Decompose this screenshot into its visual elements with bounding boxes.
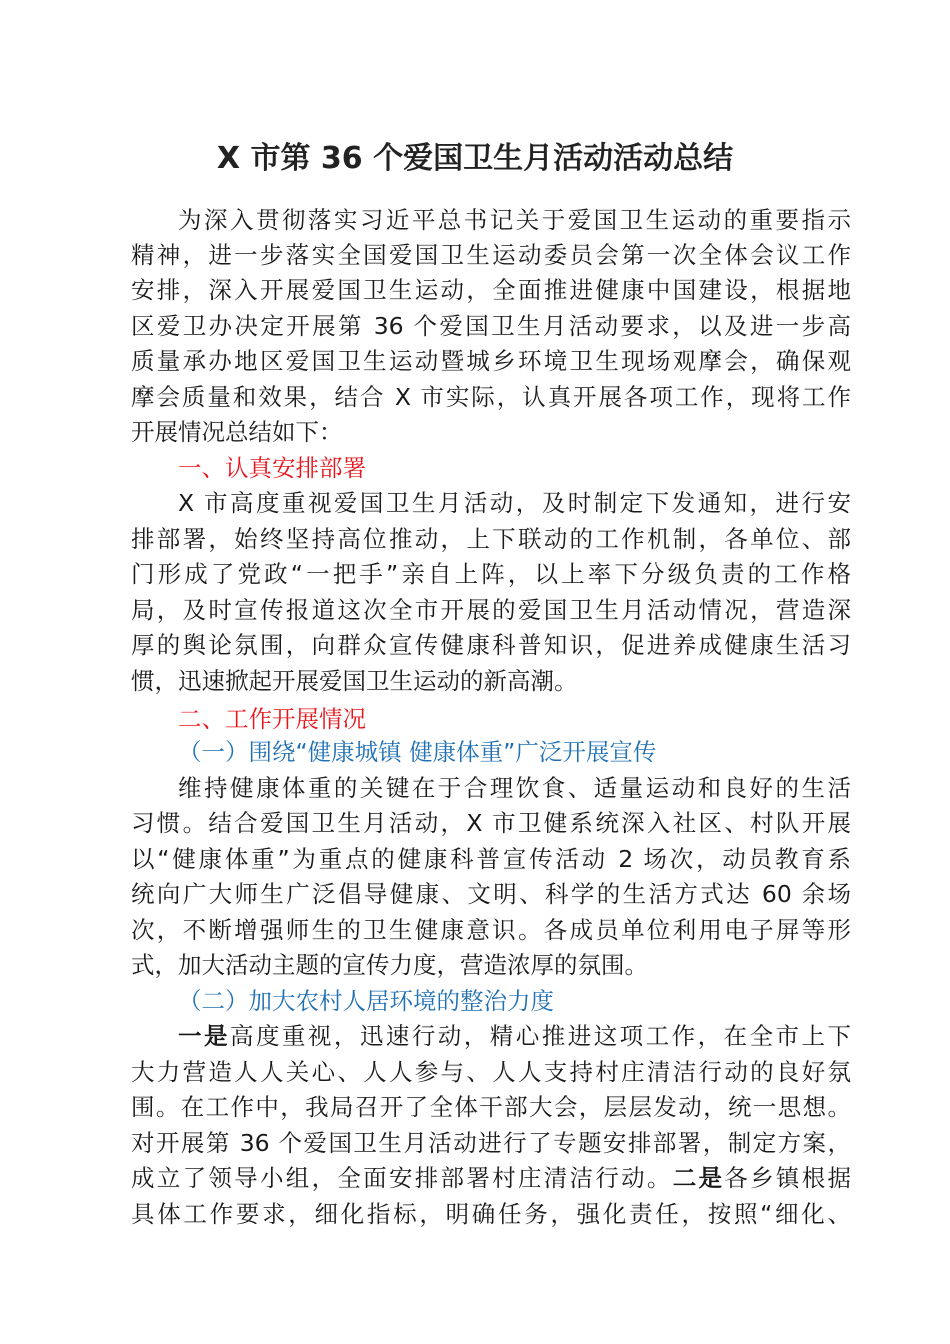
paragraph-line: 厚的舆论氛围，向群众宣传健康科普知识，促进养成健康生活习 (131, 631, 851, 659)
paragraph-line: 习惯。结合爱国卫生月活动，X 市卫健系统深入社区、村队开展 (131, 809, 851, 837)
paragraph-line: 排部署，始终坚持高位推动，上下联动的工作机制，各单位、部 (131, 525, 851, 553)
intro-line: 质量承办地区爱国卫生运动暨城乡环境卫生现场观摩会，确保观 (131, 347, 851, 375)
paragraph-line: 以“健康体重”为重点的健康科普宣传活动 2 场次，动员教育系 (131, 845, 851, 873)
intro-line: 开展情况总结如下： (131, 418, 343, 446)
subsection-heading: （二）加大农村人居环境的整治力度 (178, 987, 554, 1015)
bold-lead: 二是 (672, 1164, 725, 1192)
bold-lead: 一是 (178, 1022, 230, 1050)
paragraph-line (178, 1018, 851, 1054)
paragraph-line: X 市高度重视爱国卫生月活动，及时制定下发通知，进行安 (178, 489, 851, 517)
paragraph-line: 式，加大活动主题的宣传力度，营造浓厚的氛围。 (131, 951, 648, 979)
paragraph-line: 围。在工作中，我局召开了全体干部大会，层层发动，统一思想。 (131, 1093, 851, 1121)
paragraph-line: 次，不断增强师生的卫生健康意识。各成员单位利用电子屏等形 (131, 916, 851, 944)
paragraph-line: 统向广大师生广泛倡导健康、文明、科学的生活方式达 60 余场 (131, 880, 851, 908)
paragraph-text: 高度重视，迅速行动，精心推进这项工作，在全市上下 (229, 1022, 852, 1050)
section-heading: 一、认真安排部署 (178, 454, 366, 482)
intro-line: 安排，深入开展爱国卫生运动，全面推进健康中国建设，根据地 (131, 276, 851, 304)
paragraph-line (131, 1160, 851, 1196)
paragraph-line: 局，及时宣传报道这次全市开展的爱国卫生月活动情况，营造深 (131, 596, 851, 624)
subsection-heading: （一）围绕“健康城镇 健康体重”广泛开展宣传 (178, 738, 657, 766)
paragraph-line: 大力营造人人关心、人人参与、人人支持村庄清洁行动的良好氛 (131, 1058, 851, 1086)
document-title: X 市第 36 个爱国卫生月活动活动总结 (216, 141, 734, 176)
paragraph-line: 维持健康体重的关键在于合理饮食、适量运动和良好的生活 (178, 774, 851, 802)
paragraph-text: 各乡镇根据 (724, 1164, 852, 1192)
intro-line: 为深入贯彻落实习近平总书记关于爱国卫生运动的重要指示 (178, 206, 851, 234)
intro-line: 区爱卫办决定开展第 36 个爱国卫生月活动要求，以及进一步高 (131, 312, 851, 340)
paragraph-text: 成立了领导小组，全面安排部署村庄清洁行动。 (131, 1164, 673, 1192)
intro-line: 摩会质量和效果，结合 X 市实际，认真开展各项工作，现将工作 (131, 383, 851, 411)
paragraph-line: 门形成了党政“一把手”亲自上阵，以上率下分级负责的工作格 (131, 560, 851, 588)
paragraph-line: 对开展第 36 个爱国卫生月活动进行了专题安排部署，制定方案， (131, 1129, 851, 1157)
paragraph-line: 惯，迅速掀起开展爱国卫生运动的新高潮。 (131, 667, 578, 695)
paragraph-line: 具体工作要求，细化指标，明确任务，强化责任，按照“细化、 (131, 1200, 851, 1228)
intro-line: 精神，进一步落实全国爱国卫生运动委员会第一次全体会议工作 (131, 241, 851, 269)
section-heading: 二、工作开展情况 (178, 705, 366, 733)
